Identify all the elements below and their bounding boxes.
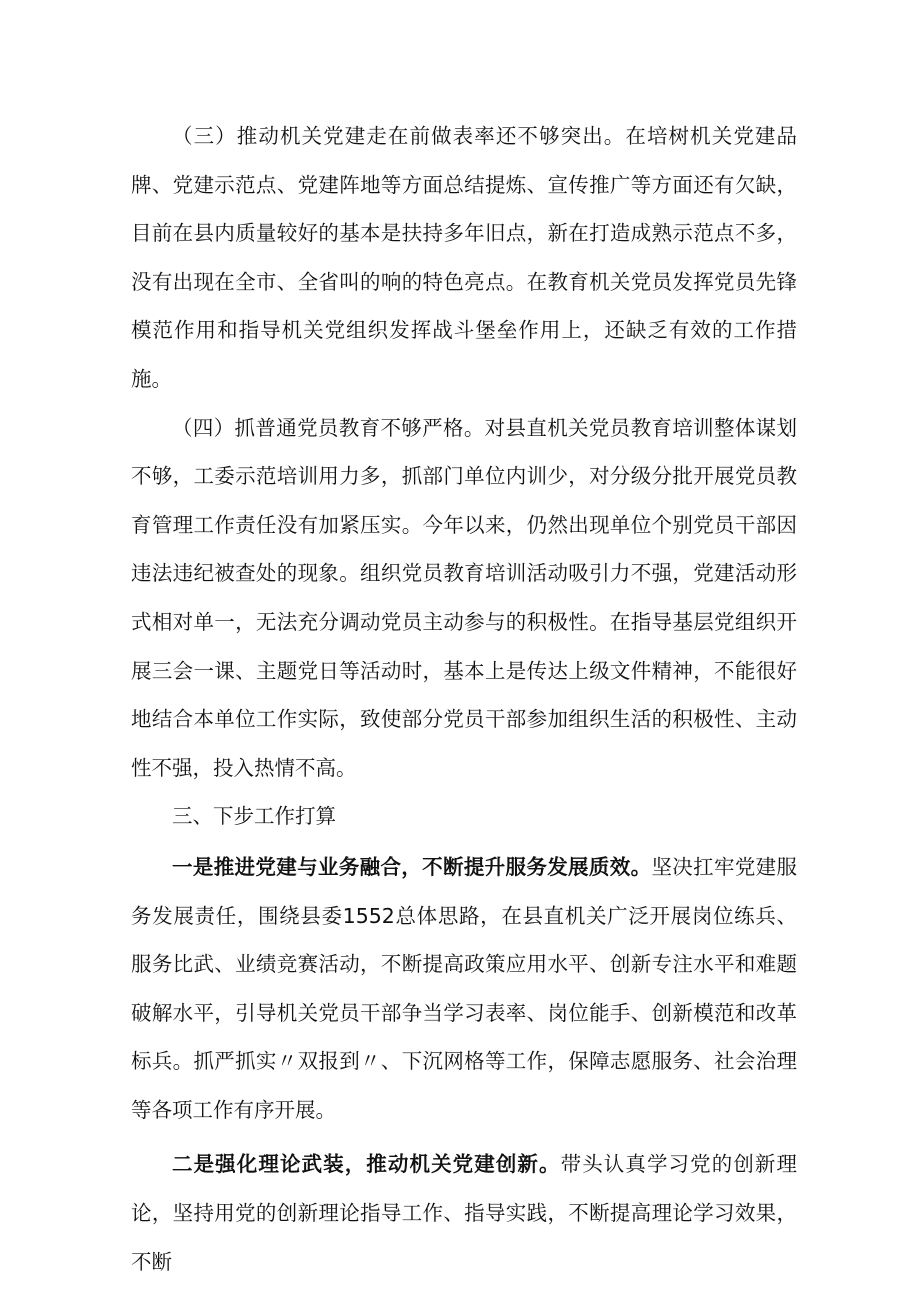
plan-1-text: 坚决扛牢党建服务发展责任，围绕县委1552总体思路，在县直机关广泛开展岗位练兵、服务比武、业绩竞赛活动，不断提高政策应用水平、创新专注水平和难题破解水平，引导机关党员干部争当学习表率、岗位能手、创新模范和改革标兵。抓严抓实〃双报到〃、下沉网格等工作，保障志愿服务、社会治理等各项工作有序开展。 <box>131 854 798 1122</box>
plan-1 <box>131 843 797 1135</box>
section-heading: 三、下步工作打算 <box>172 804 336 829</box>
plan-2-lead: 二是强化理论武装，推动机关党建创新。 <box>172 1152 561 1177</box>
document-body <box>131 112 797 1286</box>
plan-1-lead: 一是推进党建与业务融合，不断提升服务发展质效。 <box>172 854 652 879</box>
plan-2 <box>131 1140 797 1286</box>
paragraph-4 <box>131 404 797 793</box>
paragraph-3-text: （三）推动机关党建走在前做表率还不够突出。在培树机关党建品牌、党建示范点、党建阵地等方面总结提炼、宣传推广等方面还有欠缺，目前在县内质量较好的基本是扶持多年旧点，新在打造成熟示范点不多，没有出现在全市、全省叫的响的特色亮点。在教育机关党员发挥党员先锋模范作用和指导机关党组织发挥战斗堡垒作用上，还缺乏有效的工作措施。 <box>131 124 797 391</box>
paragraph-3 <box>131 112 797 404</box>
paragraph-4-text: （四）抓普通党员教育不够严格。对县直机关党员教育培训整体谋划不够，工委示范培训用力多，抓部门单位内训少，对分级分批开展党员教育管理工作责任没有加紧压实。今年以来，仍然出现单位个别党员干部因违法违纪被查处的现象。组织党员教育培训活动吸引力不强，党建活动形式相对单一，无法充分调动党员主动参与的积极性。在指导基层党组织开展三会一课、主题党日等活动时，基本上是传达上级文件精神，不能很好地结合本单位工作实际，致使部分党员干部参加组织生活的积极性、主动性不强，投入热情不高。 <box>131 415 797 780</box>
plan-2-text: 带头认真学习党的创新理论，坚持用党的创新理论指导工作、指导实践，不断提高理论学习效果，不断 <box>131 1152 798 1274</box>
